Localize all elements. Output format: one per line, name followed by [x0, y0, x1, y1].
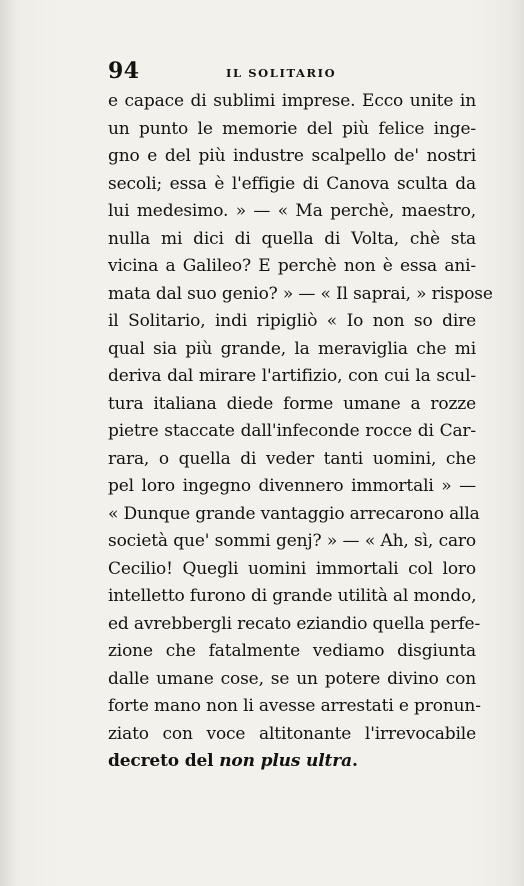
text-line: rara, o quella di veder tanti uomini, che: [108, 448, 476, 469]
body-text: [108, 88, 493, 776]
page-number: 94: [108, 58, 140, 84]
final-line-prefix: decreto del: [108, 751, 220, 771]
text-line: e capace di sublimi imprese. Ecco unite in: [108, 91, 476, 111]
text-line: gno e del più industre scalpello de' nostri: [108, 146, 476, 166]
text-line: « Dunque grande vantaggio arrecarono alla: [108, 503, 480, 524]
running-title: IL SOLITARIO: [226, 66, 337, 80]
text-line: tura italiana diede forme umane a rozze: [108, 393, 476, 414]
final-line-suffix: .: [351, 751, 358, 771]
text-line: società que' sommi genj? » — « Ah, sì, caro: [108, 531, 476, 551]
text-line: nulla mi dici di quella di Volta, chè sta: [108, 228, 476, 249]
text-line: mata dal suo genio? » — « Il saprai, » rispose: [108, 283, 493, 304]
text-line: zione che fatalmente vediamo disgiunta: [108, 641, 476, 661]
text-line: secoli; essa è l'effigie di Canova sculta da: [108, 173, 476, 194]
text-line: forte mano non li avesse arrestati e pronun-: [108, 696, 481, 716]
text-line: ziato con voce altitonante l'irrevocabile: [108, 723, 476, 744]
page-header: [108, 56, 486, 86]
text-line: lui medesimo. » — « Ma perchè, maestro,: [108, 201, 476, 221]
text-line: deriva dal mirare l'artifizio, con cui la scul-: [108, 366, 476, 386]
text-line: intelletto furono di grande utilità al mondo,: [108, 586, 477, 606]
text-line: pietre staccate dall'infeconde rocce di Car-: [108, 421, 476, 441]
text-line: un punto le memorie del più felice inge-: [108, 118, 476, 139]
text-line: vicina a Galileo? E perchè non è essa ani-: [108, 256, 476, 276]
text-line: ed avrebbergli recato eziandio quella perfe-: [108, 613, 481, 634]
latin-phrase: non plus ultra: [219, 751, 352, 771]
text-line: dalle umane cose, se un potere divino con: [108, 668, 476, 689]
text-line: pel loro ingegno divennero immortali » —: [108, 476, 476, 496]
text-line: qual sia più grande, la meraviglia che mi: [108, 338, 476, 359]
text-line: Cecilio! Quegli uomini immortali col loro: [108, 558, 476, 579]
final-line: [108, 748, 476, 776]
text-line: il Solitario, indi ripigliò « Io non so dire: [108, 311, 476, 331]
